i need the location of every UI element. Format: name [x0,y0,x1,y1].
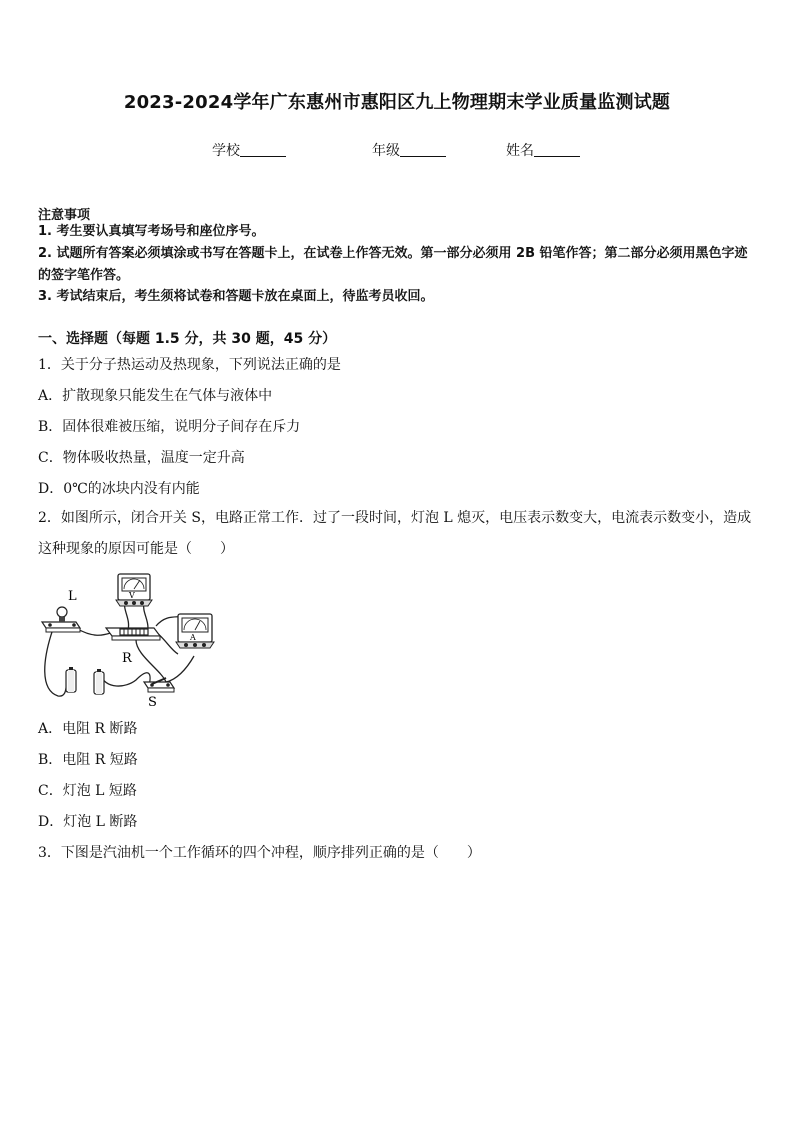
name-blank [534,142,580,157]
question-2-stem: 2．如图所示，闭合开关 S，电路正常工作．过了一段时间，灯泡 L 熄灭，电压表示数变大，电流表示数变小，造成这种现象的原因可能是（ ） [38,510,752,557]
notice-item-2: 2. 试题所有答案必须填涂或书写在答题卡上，在试卷上作答无效。第一部分必须用 2B 铅笔作答；第二部分必须用黑色字迹的签字笔作答。 [38,246,748,283]
grade-label: 年级 [372,143,400,159]
name-field [506,140,580,160]
resistor-label: R [122,651,132,666]
switch [144,678,174,710]
grade-blank [400,142,446,157]
lamp-icon [57,607,67,617]
ammeter-label: A [190,633,196,642]
question-2-option-d: D．灯泡 L 断路 [38,814,138,830]
grade-field [372,140,446,160]
school-blank [240,142,286,157]
resistor [106,628,160,666]
question-1-option-b: B．固体很难被压缩，说明分子间存在斥力 [38,419,301,435]
notice-item-1: 1. 考生要认真填写考场号和座位序号。 [38,224,265,239]
question-2-option-a: A．电阻 R 断路 [38,721,138,737]
name-label: 姓名 [506,143,534,159]
question-2-option-c: C．灯泡 L 短路 [38,783,137,799]
page-title: 2023-2024学年广东惠州市惠阳区九上物理期末学业质量监测试题 [123,92,671,113]
switch-label: S [148,695,157,710]
school-label: 学校 [212,143,240,159]
battery-pair [66,667,104,694]
question-1-option-d: D．0℃的冰块内没有内能 [38,481,200,497]
question-1-stem: 1．关于分子热运动及热现象，下列说法正确的是 [38,357,341,373]
question-2-option-b: B．电阻 R 短路 [38,752,138,768]
ammeter [176,614,214,648]
lamp-board [42,589,80,632]
school-field [212,140,286,160]
notice-item-3: 3. 考试结束后，考生须将试卷和答题卡放在桌面上，待监考员收回。 [38,289,434,304]
circuit-diagram [36,570,226,710]
voltmeter [116,574,152,606]
section-heading: 一、选择题（每题 1.5 分，共 30 题，45 分） [38,331,337,347]
question-3-stem: 3．下图是汽油机一个工作循环的四个冲程，顺序排列正确的是（ ） [38,845,481,861]
lamp-label: L [68,589,77,604]
notice-heading: 注意事项 [38,208,91,223]
question-1-option-a: A．扩散现象只能发生在气体与液体中 [38,388,273,404]
voltmeter-label: V [129,591,135,600]
question-1-option-c: C．物体吸收热量，温度一定升高 [38,450,245,466]
